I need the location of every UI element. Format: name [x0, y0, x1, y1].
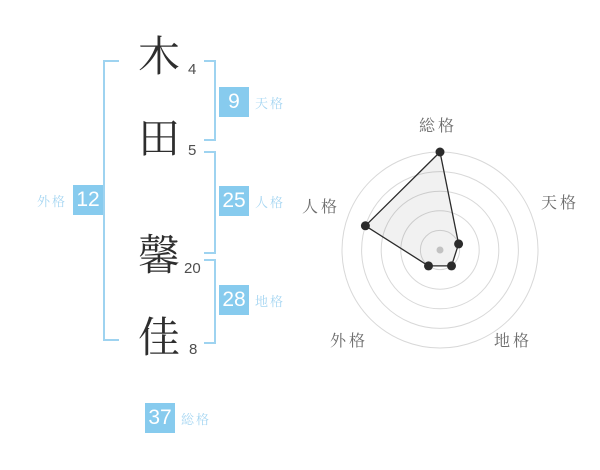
radar-chart-svg: [290, 95, 600, 385]
tenkaku-bracket: [204, 60, 216, 141]
jinkaku-bracket: [204, 151, 216, 254]
chikaku-row: [219, 285, 285, 315]
radar-data-point: [454, 239, 463, 248]
radar-data-point: [424, 261, 433, 270]
name-character: 田: [137, 115, 180, 162]
chikaku-label: 地格: [255, 293, 286, 309]
stroke-count: 4: [188, 61, 197, 78]
soukaku-row: [145, 403, 211, 433]
radar-data-point: [436, 148, 445, 157]
tenkaku-label: 天格: [255, 95, 286, 111]
stroke-count: 20: [184, 260, 201, 277]
radar-ring: [401, 211, 479, 289]
jinkaku-row: [219, 186, 285, 216]
gaikaku-value-badge: 12: [73, 185, 103, 215]
name-character: 馨: [137, 232, 180, 279]
radar-ring: [362, 172, 519, 329]
radar-data-point: [361, 221, 370, 230]
radar-ring: [381, 191, 499, 309]
radar-axis-label-soukaku: 総格: [418, 118, 458, 135]
tenkaku-row: [219, 87, 285, 117]
soukaku-value-badge: 37: [145, 403, 175, 433]
chikaku-bracket: [204, 259, 216, 344]
chikaku-value-badge: 28: [219, 285, 249, 315]
stroke-count: 8: [189, 341, 198, 358]
gaikaku-label: 外格: [37, 193, 68, 209]
gaikaku-row: [37, 185, 103, 215]
radar-center-dot: [437, 247, 444, 254]
jinkaku-value-badge: 25: [219, 186, 249, 216]
stroke-count: 5: [188, 142, 197, 159]
radar-polygon: [365, 152, 458, 266]
radar-axis-label-gaikaku: 外格: [329, 333, 369, 350]
radar-axis-label-jinkaku: 人格: [301, 199, 341, 216]
soukaku-label: 総格: [181, 411, 212, 427]
jinkaku-label: 人格: [255, 194, 286, 210]
gaikaku-bracket: [103, 60, 119, 341]
name-character: 佳: [137, 314, 180, 361]
radar-data-point: [447, 261, 456, 270]
tenkaku-value-badge: 9: [219, 87, 249, 117]
radar-axis-label-chikaku: 地格: [493, 333, 533, 350]
radar-ring: [342, 152, 538, 348]
radar-ring: [420, 230, 459, 269]
name-character: 木: [137, 33, 180, 80]
radar-axis-label-tenkaku: 天格: [540, 195, 580, 212]
